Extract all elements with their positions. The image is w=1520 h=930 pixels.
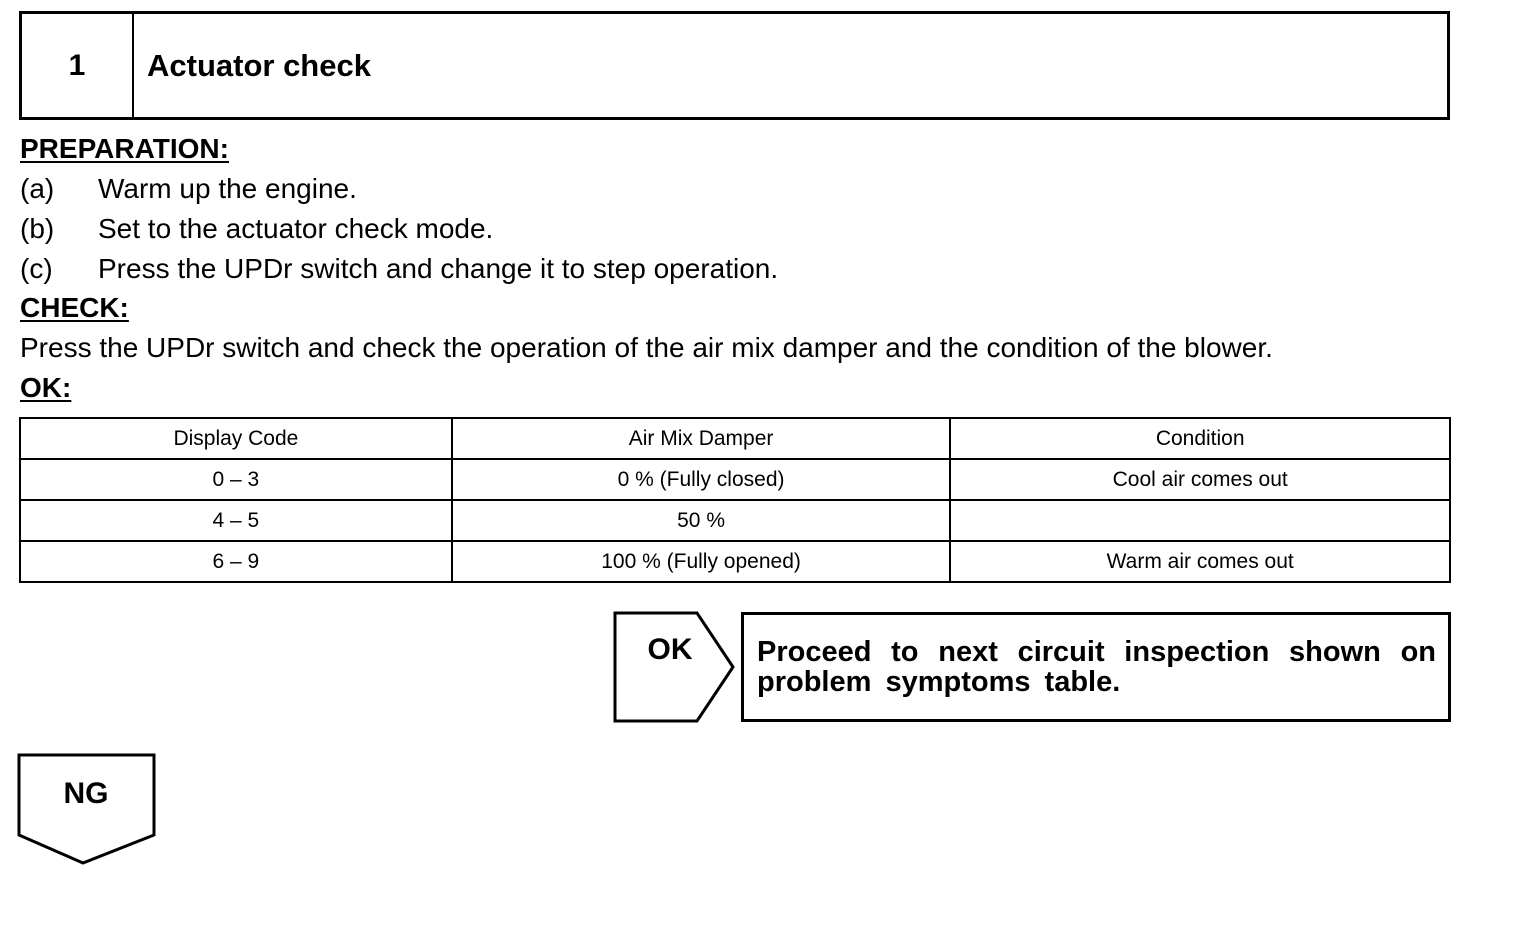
step-title: Actuator check (147, 47, 371, 83)
ok-table (19, 417, 1451, 583)
ok-arrow-shape (613, 611, 739, 723)
table-cell: Cool air comes out (950, 459, 1450, 500)
table-cell: 100 % (Fully opened) (452, 541, 951, 582)
table-cell: 0 % (Fully closed) (452, 459, 951, 500)
ok-heading: OK: (20, 372, 72, 403)
item-label: (b) (20, 213, 55, 244)
ok-result-text: Proceed to next circuit inspection shown on problem symptoms table. (757, 636, 1436, 698)
ng-arrow-label: NG (63, 777, 109, 810)
table-header-row (20, 418, 1450, 459)
table-cell: 6 – 9 (20, 541, 452, 582)
item-text: Press the UPDr switch and change it to step operation. (98, 253, 779, 284)
step-header (19, 11, 1450, 120)
table-row (20, 459, 1450, 500)
ok-arrow-label: OK (647, 633, 693, 666)
table-row (20, 541, 1450, 582)
item-label: (c) (20, 253, 53, 284)
preparation-item-c (20, 253, 778, 285)
preparation-item-b (20, 213, 493, 245)
preparation-heading: PREPARATION: (20, 133, 229, 164)
table-cell: Warm air comes out (950, 541, 1450, 582)
header-display-code: Display Code (20, 418, 452, 459)
step-number: 1 (22, 14, 134, 117)
table-cell: 0 – 3 (20, 459, 452, 500)
item-label: (a) (20, 173, 55, 204)
table-cell (950, 500, 1450, 541)
item-text: Set to the actuator check mode. (98, 213, 494, 244)
item-text: Warm up the engine. (98, 173, 357, 204)
table-row (20, 500, 1450, 541)
preparation-item-a (20, 173, 357, 205)
ok-result-box (741, 612, 1451, 722)
check-text: Press the UPDr switch and check the operation of the air mix damper and the condition of the blower. (20, 332, 1273, 363)
header-air-mix-damper: Air Mix Damper (452, 418, 951, 459)
table-cell: 4 – 5 (20, 500, 452, 541)
table-cell: 50 % (452, 500, 951, 541)
check-heading: CHECK: (20, 292, 129, 323)
header-condition: Condition (950, 418, 1450, 459)
